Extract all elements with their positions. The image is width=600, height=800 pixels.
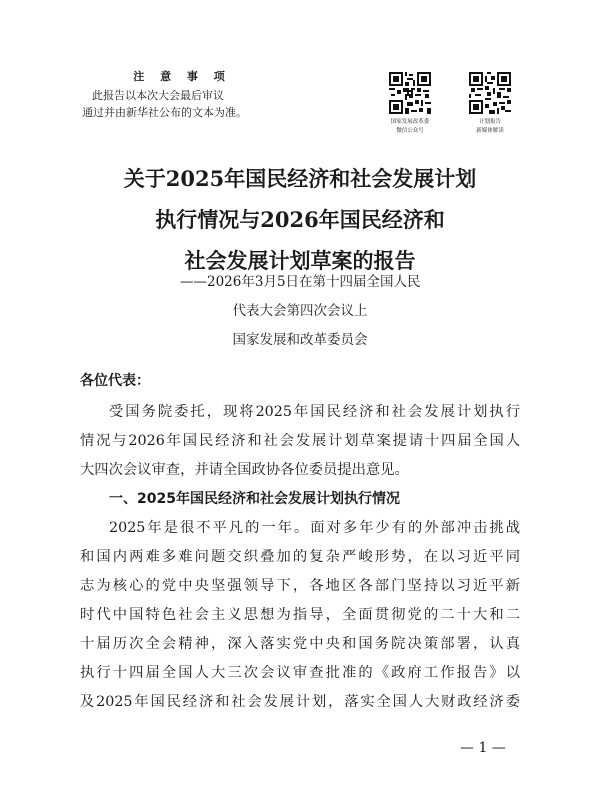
- qr-code-icon: [389, 72, 431, 114]
- paragraph-line: 情况与2026年国民经济和社会发展计划草案提请十四届全国人: [80, 433, 520, 449]
- body-text: [80, 398, 520, 717]
- qr-caption-line: 微信公众号: [396, 128, 424, 134]
- paragraph-line: 和国内两难多难问题交织叠加的复杂严峻形势，在以习近平同: [80, 549, 520, 565]
- notice-title: 注 意 事 项: [133, 70, 231, 83]
- report-title-line: 关于2025年国民经济和社会发展计划: [123, 166, 477, 191]
- subtitle-line: 代表大会第四次会议上: [232, 303, 368, 319]
- notice-box: [82, 68, 282, 121]
- report-subtitle: [0, 268, 600, 355]
- report-title-line: 社会发展计划草案的报告: [184, 248, 416, 273]
- subtitle-line: ——2026年3月5日在第十四届全国人民: [180, 274, 421, 290]
- section-heading: 一、2025年国民经济和社会发展计划执行情况: [109, 491, 400, 507]
- paragraph-line: 执行十四届全国人大三次会议审查批准的《政府工作报告》以: [80, 665, 520, 681]
- paragraph-line: 十届历次全会精神，深入落实党中央和国务院决策部署，认真: [80, 636, 520, 652]
- notice-line: 此报告以本次大会最后审议: [92, 89, 224, 102]
- qr-code-icon: [469, 72, 511, 114]
- page-number: — 1 —: [460, 740, 506, 756]
- subtitle-line: 国家发展和改革委员会: [232, 332, 368, 348]
- qr-code-plan-report[interactable]: [460, 72, 520, 136]
- paragraph-line: 受国务院委托，现将2025年国民经济和社会发展计划执行: [109, 404, 520, 420]
- report-title: [0, 158, 600, 281]
- paragraph-line: 及2025年国民经济和社会发展计划，落实全国人大财政经济委: [80, 694, 520, 710]
- paragraph-line: 2025年是很不平凡的一年。面对多年少有的外部冲击挑战: [109, 520, 520, 536]
- qr-caption-line: 计划报告: [478, 119, 501, 125]
- qr-caption-line: 新媒体解读: [476, 128, 504, 134]
- paragraph-line: 时代中国特色社会主义思想为指导，全面贯彻党的二十大和二: [80, 607, 520, 623]
- greeting: 各位代表：: [80, 373, 150, 389]
- qr-code-wechat[interactable]: [380, 72, 440, 136]
- notice-line: 通过并由新华社公布的文本为准。: [82, 106, 247, 119]
- paragraph-line: 志为核心的党中央坚强领导下，各地区各部门坚持以习近平新: [80, 578, 520, 594]
- paragraph-line: 大四次会议审查，并请全国政协各位委员提出意见。: [80, 462, 409, 478]
- qr-caption-line: 国家发展改革委: [390, 119, 430, 125]
- report-title-line: 执行情况与2026年国民经济和: [155, 207, 445, 232]
